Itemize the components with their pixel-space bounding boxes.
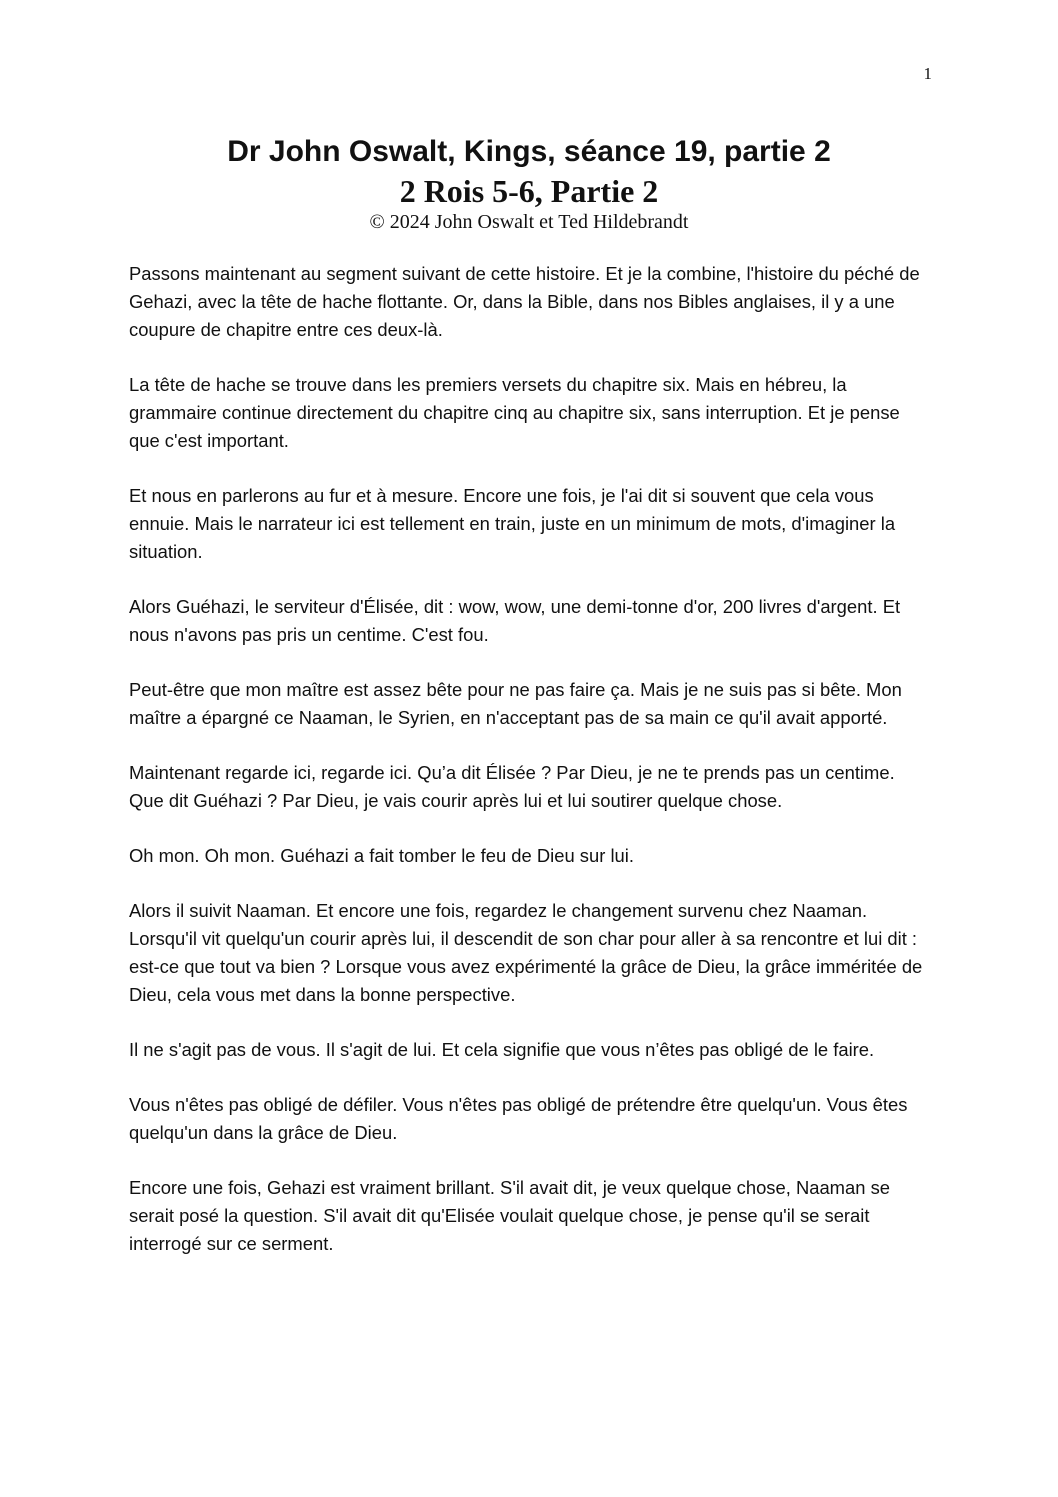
paragraph: Il ne s'agit pas de vous. Il s'agit de lui. Et cela signifie que vous n’êtes pas obligé de le faire. (129, 1039, 875, 1060)
page-subtitle: 2 Rois 5-6, Partie 2 (399, 173, 659, 209)
paragraph: Et nous en parlerons au fur et à mesure. Encore une fois, je l'ai dit si souvent que cela vous ennuie. Mais le narrateur ici est tellement en train, juste en un minimum de mots, d'imaginer la situation. (129, 485, 896, 562)
paragraph: Vous n'êtes pas obligé de défiler. Vous n'êtes pas obligé de prétendre être quelqu'un. Vous êtes quelqu'un dans la grâce de Dieu. (129, 1094, 908, 1143)
paragraph: Oh mon. Oh mon. Guéhazi a fait tomber le feu de Dieu sur lui. (129, 845, 634, 866)
copyright-notice: © 2024 John Oswalt et Ted Hildebrandt (369, 211, 689, 233)
page-number: 1 (923, 64, 932, 83)
paragraph: Passons maintenant au segment suivant de cette histoire. Et je la combine, l'histoire du péché de Gehazi, avec la tête de hache flottante. Or, dans la Bible, dans nos Bibles anglaises, il y a une coupure de chapitre entre ces deux-là. (129, 263, 920, 340)
paragraph: Alors Guéhazi, le serviteur d'Élisée, dit : wow, wow, une demi-tonne d'or, 200 livres d'argent. Et nous n'avons pas pris un centime. C'est fou. (129, 596, 901, 645)
paragraph: La tête de hache se trouve dans les premiers versets du chapitre six. Mais en hébreu, la grammaire continue directement du chapitre cinq au chapitre six, sans interruption. Et je pense que c'est important. (129, 374, 900, 451)
paragraph: Maintenant regarde ici, regarde ici. Qu’a dit Élisée ? Par Dieu, je ne te prends pas un centime. Que dit Guéhazi ? Par Dieu, je vais courir après lui et lui soutirer quelque chose. (129, 762, 895, 811)
page-title: Dr John Oswalt, Kings, séance 19, partie 2 (227, 135, 831, 168)
paragraph: Encore une fois, Gehazi est vraiment brillant. S'il avait dit, je veux quelque chose, Naaman se serait posé la question. S'il avait dit qu'Elisée voulait quelque chose, je pense qu'il se serait interrogé sur ce serment. (129, 1177, 890, 1254)
paragraph: Peut-être que mon maître est assez bête pour ne pas faire ça. Mais je ne suis pas si bête. Mon maître a épargné ce Naaman, le Syrien, en n'acceptant pas de sa main ce qu'il avait apporté. (129, 679, 902, 728)
document-header (0, 132, 1058, 234)
transcript-body (129, 260, 934, 1285)
paragraph: Alors il suivit Naaman. Et encore une fois, regardez le changement survenu chez Naaman. Lorsqu'il vit quelqu'un courir après lui, il descendit de son char pour aller à sa rencontre et lui dit : est-ce que tout va bien ? Lorsque vous avez expérimenté la grâce de Dieu, la grâce imméritée de Dieu, cela vous met dans la bonne perspective. (129, 900, 923, 1005)
